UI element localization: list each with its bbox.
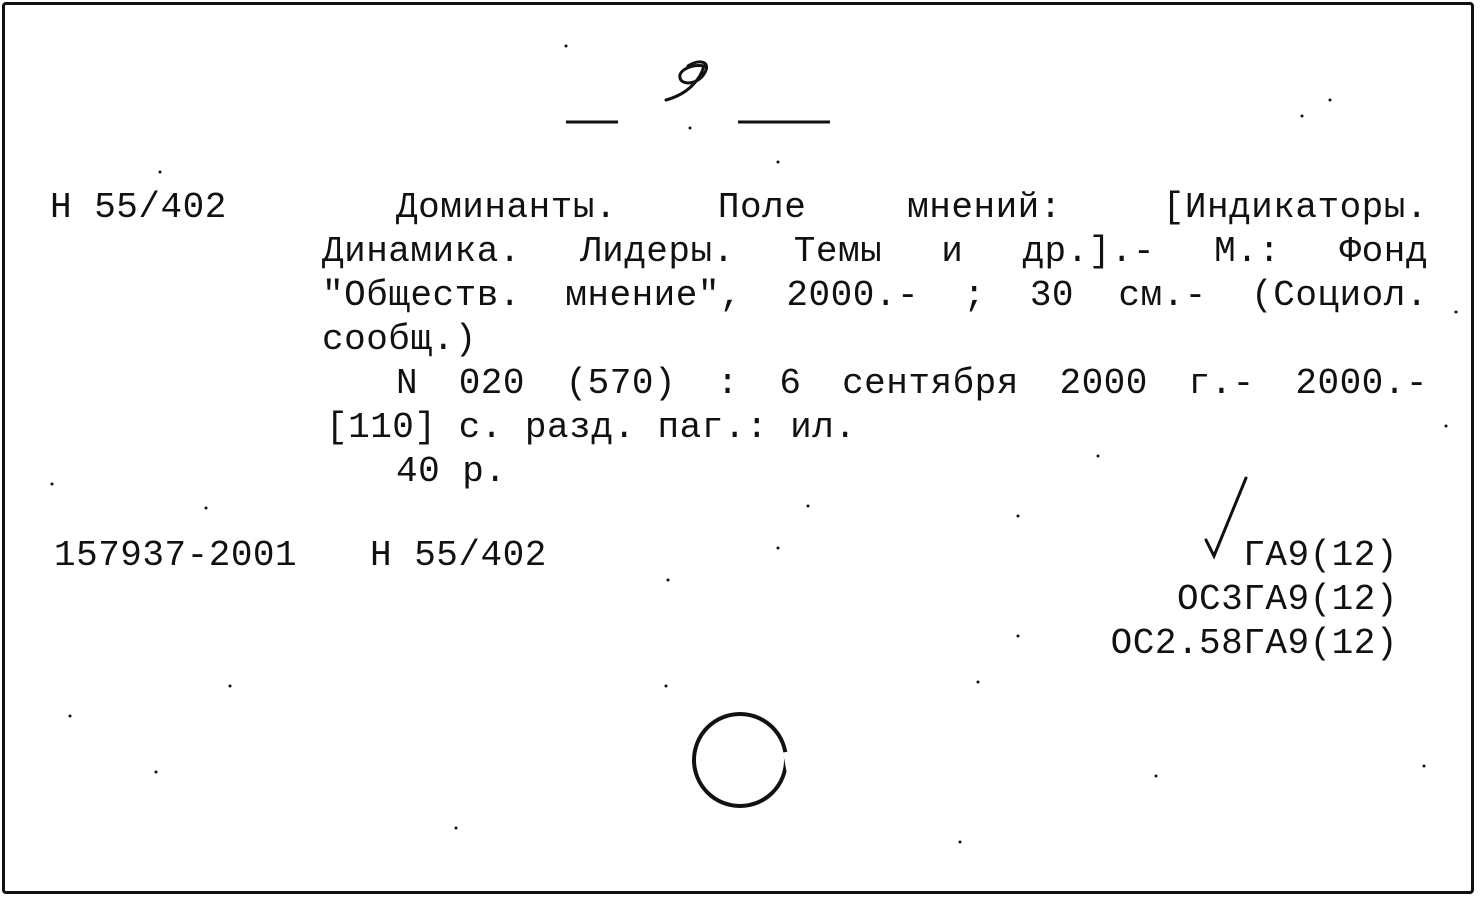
punch-hole-icon xyxy=(694,714,786,806)
handwritten-nine xyxy=(666,62,707,100)
word: (Социол. xyxy=(1251,275,1428,316)
word: 2000.- xyxy=(1295,363,1428,404)
word: и xyxy=(941,231,964,272)
classification-code: ОС2.58ГА9(12) xyxy=(1110,623,1398,664)
word: N xyxy=(396,363,419,404)
word: г.- xyxy=(1188,363,1255,404)
description-line-1 xyxy=(396,186,1428,230)
word: "Обществ. xyxy=(322,275,521,316)
description-line-4: сообщ.) xyxy=(322,319,477,360)
word: 020 xyxy=(458,363,525,404)
word: Поле xyxy=(717,187,807,228)
word: Лидеры. xyxy=(580,231,735,272)
word: 6 xyxy=(779,363,802,404)
word: ; xyxy=(963,275,986,316)
classification-code: ОС3ГА9(12) xyxy=(1176,579,1398,620)
word: Доминанты. xyxy=(396,187,618,228)
word: см.- xyxy=(1118,275,1207,316)
word: Темы xyxy=(793,231,883,272)
price: 40 р. xyxy=(396,451,507,492)
word: М.: xyxy=(1214,231,1281,272)
word: Фонд xyxy=(1339,231,1428,272)
word: [Индикаторы. xyxy=(1162,187,1428,228)
issue-line xyxy=(396,362,1428,406)
word: 2000.- xyxy=(786,275,920,316)
shelf-mark: Н 55/402 xyxy=(50,187,227,228)
pagination-line: [110] с. разд. паг.: ил. xyxy=(326,407,857,448)
description-line-2 xyxy=(322,230,1428,274)
word: сентября xyxy=(842,363,1019,404)
word: мнение", xyxy=(565,275,743,316)
inventory-number: 157937-2001 xyxy=(54,535,298,576)
word: : xyxy=(716,363,739,404)
word: 2000 xyxy=(1059,363,1148,404)
word: мнений: xyxy=(907,187,1062,228)
word: 30 xyxy=(1029,275,1075,316)
classification-code: ГА9(12) xyxy=(1243,535,1398,576)
word: Динамика. xyxy=(322,231,521,272)
inventory-shelf-mark: Н 55/402 xyxy=(370,535,547,576)
description-line-3 xyxy=(322,274,1428,318)
word: (570) xyxy=(565,363,677,404)
word: др.].- xyxy=(1022,231,1156,272)
